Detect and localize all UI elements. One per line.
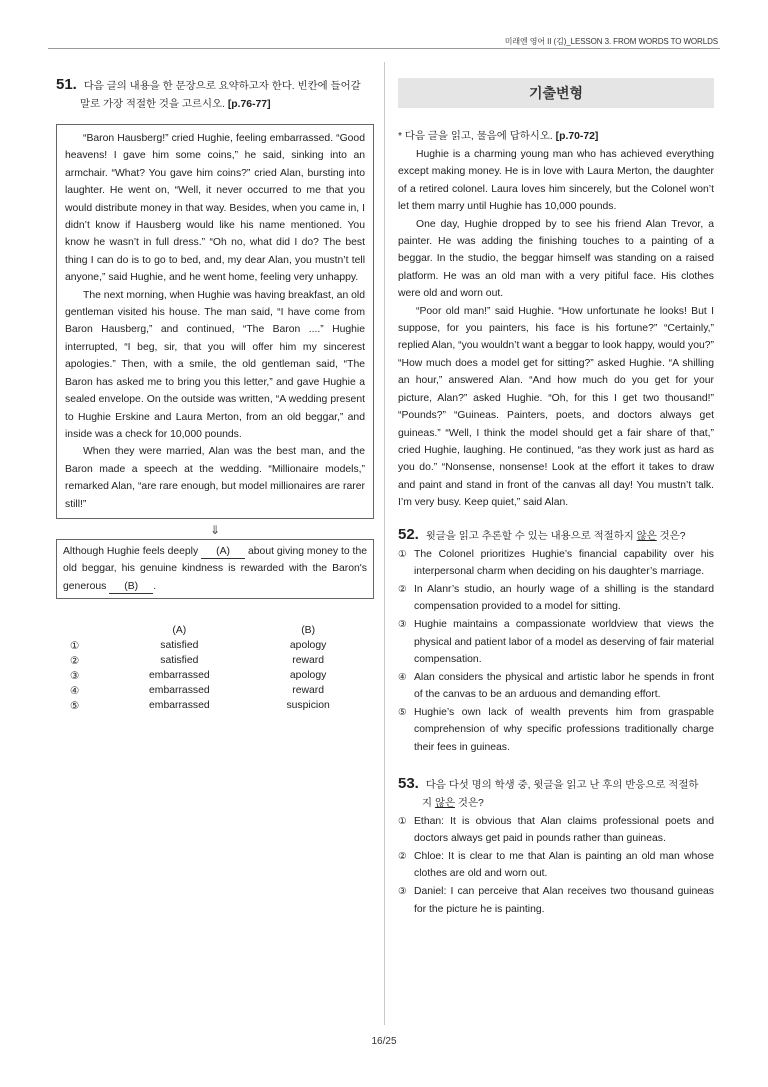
- option-b: apology: [289, 670, 327, 682]
- option-a: embarrassed: [149, 685, 210, 697]
- summary-text: .: [153, 580, 157, 592]
- blank-b: (B): [109, 580, 153, 594]
- option-row[interactable]: [56, 698, 356, 713]
- right-column: [398, 76, 714, 918]
- choice-text: Ethan: It is obvious that Alan claims professional poets and doctors always get paid in pounds rather than guineas.: [414, 815, 714, 845]
- q51-passage-paragraph: The next morning, when Hughie was having breakfast, an old gentleman visited his house. The man said, “I have come from Baron Hausberg,” and continued, “The Baron ....” Hughie interrupted, “I beg, sir, that you will offer him my sincerest apologies.” Then, with a smile, the old gentleman said, “The Baron has asked me to bring you this letter,” and gave Hughie a sealed envelope. On the outside was written, “A wedding present to Hughie Erskine and Laura Merton, from an old beggar,” and inside was a check for 10,000 pounds.: [65, 289, 365, 440]
- page-header: 미래엔 영어 II (김)_LESSON 3. FROM WORDS TO WORLDS: [504, 37, 718, 46]
- option-row[interactable]: [56, 653, 356, 668]
- option-number: ①: [70, 640, 80, 652]
- q51-number: 51.: [56, 76, 77, 93]
- blank-a: (A): [201, 545, 245, 559]
- right-passage-paragraph: Hughie is a charming young man who has achieved everything except making money. He is in love with Laura Merton, the daughter of a retired colonel. Laura loves him sincerely, but the Colonel won’t let them marry until Hughie has 10,000 pounds.: [398, 149, 714, 213]
- section-banner: 기출변형: [398, 78, 714, 108]
- q53: [398, 775, 714, 919]
- q51-passage: [56, 124, 374, 519]
- choice-number: ④: [398, 671, 407, 683]
- option-a: embarrassed: [149, 670, 210, 682]
- q53-prompt: [398, 775, 714, 795]
- option-b: suspicion: [286, 700, 330, 712]
- q51-summary: [56, 539, 374, 599]
- q51-prompt-line1: 다음 글의 내용을 한 문장으로 요약하고자 한다. 빈칸에 들어갈: [83, 81, 361, 92]
- q53-prompt-line1: 다음 다섯 명의 학생 중, 윗글을 읽고 난 후의 반응으로 적절하: [425, 779, 699, 791]
- q53-prompt-line2-row: [398, 795, 714, 813]
- choice-item[interactable]: [398, 883, 714, 918]
- choice-text: The Colonel prioritizes Hughie’s financial capability over his interpersonal charm when deciding on his daughter’s marriage.: [414, 548, 714, 578]
- q53-number: 53.: [398, 774, 419, 792]
- choice-item[interactable]: [398, 704, 714, 757]
- option-b: reward: [292, 685, 324, 697]
- q52: [398, 526, 714, 757]
- option-a: embarrassed: [149, 700, 210, 712]
- q52-prompt-text: 것은?: [656, 530, 686, 542]
- left-column: [56, 76, 374, 713]
- option-number: ③: [70, 670, 80, 682]
- choice-item[interactable]: [398, 546, 714, 581]
- header-rule: [48, 48, 720, 49]
- choice-number: ②: [398, 583, 407, 595]
- option-number: ②: [70, 655, 80, 667]
- right-passage-paragraph: “Poor old man!” said Hughie. “How unfortunate he looks! But I suppose, for you painters, his face is his fortune?” “Certainly,” replied Alan, “you wouldn’t want a beggar to look happy, would you?” “How much does a model get for sitting?” asked Hughie. “A shilling an hour,” answered Alan. “And how much do you get for your picture, Alan?” asked Hughie. “Oh, for this I get two thousand!” “Pounds?” “Guineas. Painters, poets, and doctors always get guineas.” “Well, I think the model should get a fair share of that,” cried Hughie, laughing. He continued, “as they work just as hard as you do.” “Nonsense, nonsense! Look at the effort it takes to draw and paint and stand in front of the canvas all day! You mustn’t talk. I’m very busy. Keep quiet,” said Alan.: [398, 305, 714, 509]
- page-number: 16/25: [371, 1036, 397, 1047]
- instruction-text: * 다음 글을 읽고, 물음에 답하시오.: [398, 131, 553, 142]
- options-header-a: (A): [172, 625, 187, 637]
- option-b: reward: [292, 655, 324, 667]
- q51-passage-paragraph: “Baron Hausberg!” cried Hughie, feeling embarrassed. “Good heavens! I gave him some coins,” he said, sinking into an armchair. “What? You gave him coins?” cried Alan, bursting into laughter. He went on, “Well, it never occurred to me that you would distribute money in that way. Besides, when you came in, I didn’t know if Hausberg would like his name mentioned. You know he wasn’t in full dress.” “Oh no, what did I do? The best thing I can do is to go to bed, and, my dear Alan, you mustn’t tell anyone,” said Hughie, and he went home, feeling very unhappy.: [65, 133, 365, 284]
- option-a: satisfied: [160, 640, 199, 652]
- q52-number: 52.: [398, 525, 419, 543]
- q51-passage-paragraph: When they were married, Alan was the best man, and the Baron made a speech at the wedding. “Millionaire models,” remarked Alan, “are rare enough, but model millionaires are rarer still!”: [65, 446, 365, 510]
- choice-number: ②: [398, 850, 407, 862]
- q53-prompt-text: 것은?: [455, 797, 484, 809]
- right-passage: [398, 146, 714, 512]
- instruction-page-ref: [p.70-72]: [555, 131, 599, 142]
- instruction: [398, 128, 714, 146]
- q51-prompt-line2: 말로 가장 적절한 것을 고르시오.: [80, 99, 225, 110]
- options-header-b: (B): [301, 625, 316, 637]
- choice-number: ⑤: [398, 706, 407, 718]
- option-row[interactable]: [56, 668, 356, 683]
- choice-text: Daniel: I can perceive that Alan receives two thousand guineas for the picture he is painting.: [414, 886, 714, 915]
- option-b: apology: [289, 640, 327, 652]
- choice-text: Chloe: It is clear to me that Alan is painting an old man whose clothes are old and worn out.: [414, 850, 714, 880]
- q53-prompt-underlined: 않은: [434, 797, 456, 809]
- q52-prompt-text: 윗글을 읽고 추론할 수 있는 내용으로 적절하지: [425, 530, 637, 542]
- q52-prompt: [398, 526, 714, 546]
- choice-item[interactable]: [398, 616, 714, 669]
- option-number: ⑤: [70, 700, 80, 712]
- choice-item[interactable]: [398, 848, 714, 883]
- choice-number: ①: [398, 548, 407, 560]
- q51-prompt-line2-row: [56, 96, 374, 114]
- option-row[interactable]: [56, 638, 356, 653]
- option-row[interactable]: [56, 683, 356, 698]
- choice-number: ③: [398, 618, 407, 630]
- summary-text: about giving money to the old beggar, his genuine kindness is rewarded with the Baron's generous: [63, 545, 368, 592]
- q51-page-ref: [p.76-77]: [227, 99, 271, 110]
- option-number: ④: [70, 685, 80, 697]
- q51-options-table: [56, 623, 356, 713]
- choice-text: Hughie maintains a compassionate worldview that views the physical and patient labor of a model as deserving of fair material compensation.: [414, 618, 714, 666]
- choice-number: ①: [398, 815, 407, 827]
- choice-text: Alan considers the physical and artistic labor he spends in front of the canvas to be an arduous and demanding effort.: [414, 671, 714, 701]
- options-header-row: [56, 623, 356, 638]
- right-passage-paragraph: One day, Hughie dropped by to see his friend Alan Trevor, a painter. He was adding the finishing touches to a painting of a beggar. In the studio, the beggar himself was standing on a raised platform. He was an old man with a very pitiful face. His clothes were old and worn out.: [398, 218, 714, 300]
- choice-text: In Alanr’s studio, an hourly wage of a shilling is the standard compensation provided to a model for sitting.: [414, 583, 714, 613]
- q53-prompt-text: 지: [422, 797, 435, 809]
- q52-prompt-underlined: 않은: [636, 530, 657, 542]
- choice-item[interactable]: [398, 813, 714, 848]
- option-a: satisfied: [160, 655, 199, 667]
- choice-item[interactable]: [398, 669, 714, 704]
- q51-prompt: [56, 76, 374, 96]
- choice-item[interactable]: [398, 581, 714, 616]
- column-divider: [384, 62, 385, 1025]
- summary-text: Although Hughie feels deeply: [63, 545, 202, 557]
- choice-text: Hughie’s own lack of wealth prevents him from graspable comprehension of why specific professions traditionally charge their fees in guineas.: [414, 706, 714, 754]
- down-arrow-icon: ⇓: [209, 522, 221, 537]
- choice-number: ③: [398, 886, 407, 898]
